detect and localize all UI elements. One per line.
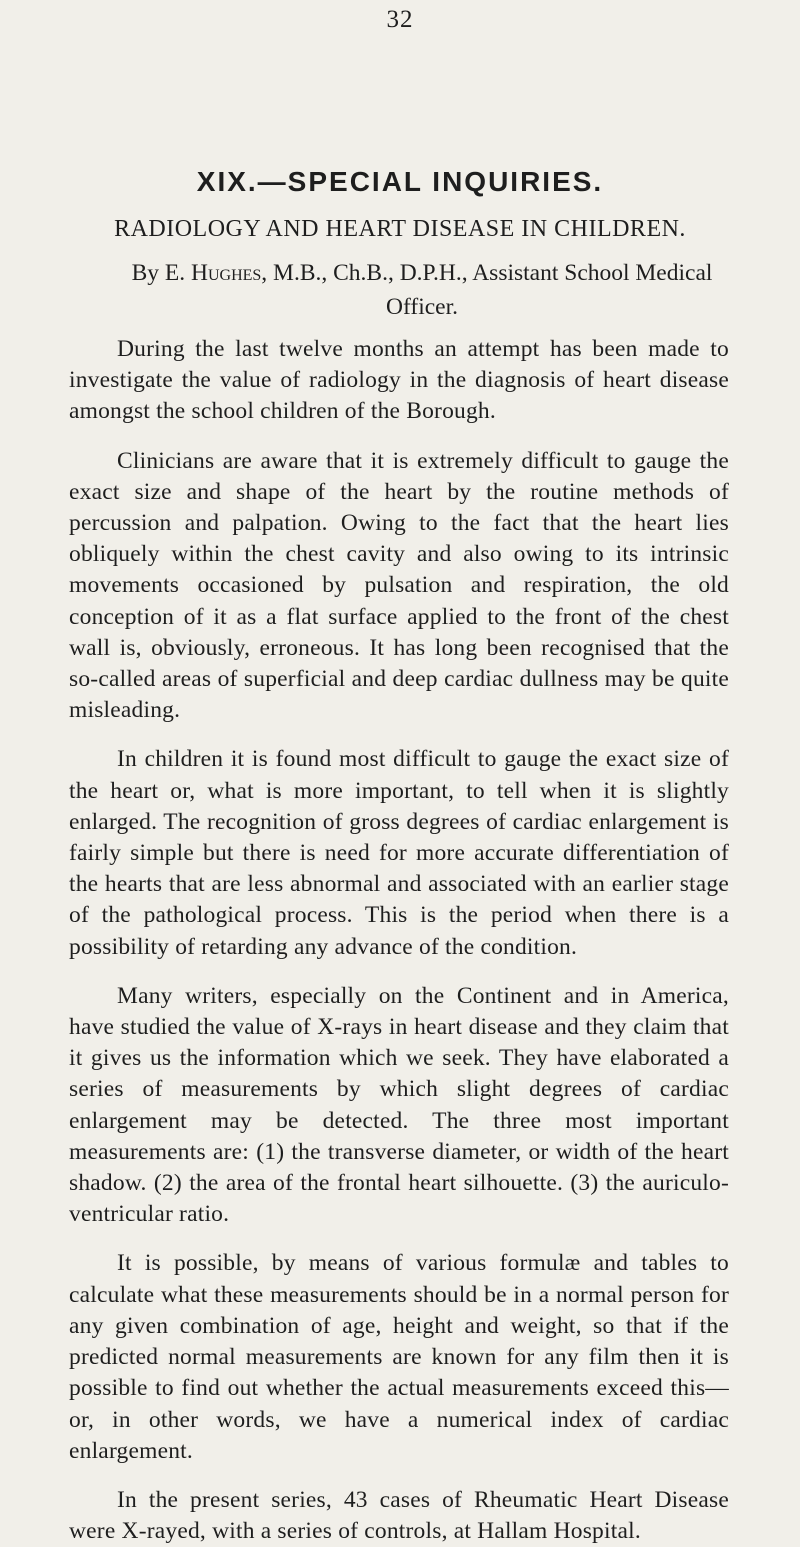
byline-credentials: , M.B., Ch.B., D.P.H., Assistant School Medical Officer.: [261, 260, 713, 320]
paragraph: Clinicians are aware that it is extremely difficult to gauge the exact size and shape of the heart by the routine methods of percussion and palpation. Owing to the fact that the heart lies obliquely within the chest cavity and also owing to its intrinsic movements occasioned by pulsation and respiration, the old conception of it as a flat surface applied to the front of the chest wall is, obviously, erroneous. It has long been recognised that the so-called areas of superficial and deep cardiac dullness may be quite misleading.: [69, 447, 729, 724]
byline: [112, 256, 732, 324]
article-title: RADIOLOGY AND HEART DISEASE IN CHILDREN.: [114, 216, 686, 242]
byline-author: Hughes: [190, 260, 262, 286]
article-body: [69, 334, 729, 1547]
paragraph: During the last twelve months an attempt has been made to investigate the value of radiology in the diagnosis of heart disease amongst the school children of the Borough.: [69, 336, 729, 425]
paragraph: It is possible, by means of various formulæ and tables to calculate what these measurements should be in a normal person for any given combination of age, height and weight, so that if the predicted normal measurements are known for any film then it is possible to find out whether the actual measurements exceed this—or, in other words, we have a numerical index of cardiac enlargement.: [69, 1250, 729, 1464]
page-number: 32: [386, 6, 414, 33]
paragraph: Many writers, especially on the Continent and in America, have studied the value of X-rays in heart disease and they claim that it gives us the information which we seek. They have elaborated a series of measurements by which slight degrees of cardiac enlargement may be detected. The three most important measurements are: (1) the transverse diameter, or width of the heart shadow. (2) the area of the frontal heart silhouette. (3) the auriculo-ventricular ratio.: [69, 982, 729, 1228]
section-heading: XIX.—SPECIAL INQUIRIES.: [196, 166, 604, 197]
byline-prefix: By E.: [131, 260, 186, 286]
paragraph: In the present series, 43 cases of Rheumatic Heart Disease were X-rayed, with a series of controls, at Hallam Hospital.: [69, 1486, 729, 1545]
paragraph: In children it is found most difficult to gauge the exact size of the heart or, what is more important, to tell when it is slightly enlarged. The recognition of gross degrees of cardiac enlargement is fairly simple but there is need for more accurate differentiation of the hearts that are less abnormal and associated with an earlier stage of the pathological process. This is the period when there is a possibility of retarding any advance of the condition.: [69, 746, 729, 960]
